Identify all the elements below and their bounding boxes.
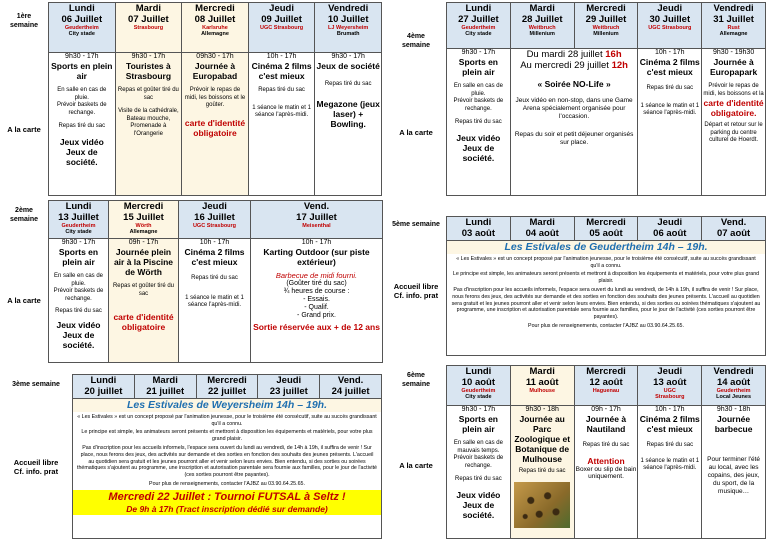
day-header: Mercredi 15 Juillet Wörth Allemagne (109, 201, 179, 239)
estivales-text: « Les Estivales » est un concept proposé par l'animation jeunesse, pour le troisième été consécutif, suite au succès grandissant qu'il a connu. Le principe est simple, les animateurs seront présents et mettront à disposition les équipements et matériels, pour votre plus grand plaisir. Pas d'inscription pour les accueils informels, l'espace sera ouvert du lundi au vendredi, de 14h à 19h, il suffira de venir ! Sur place, nous ferons des jeux, des activités sur demande et des sorties en fonction des souhaits des jeunes présents. L'accueil au quotidien sera gratuit et les jeunes pourront aller et venir selon leurs envies. Bien entendu, si des sorties ou soirées thématiques s'ajoutent au programme, une inscription et autorisation parentale sera fournie aux familles, pour le jour de l'activité (ces sorties pourront être payantes). Pour plus de renseignements, contacter l'AJBZ au 03.90.64.25.65. (77, 414, 377, 488)
leopard-photo (514, 482, 570, 528)
estivales-info (73, 399, 382, 539)
week-1-word: semaine (9, 22, 39, 30)
week-6-block (386, 365, 766, 539)
week-4-word: semaine (401, 42, 431, 50)
day-header: Mercredi 12 août Haguenau (574, 366, 638, 406)
week-5-label-column (386, 216, 446, 356)
day-activity: 9h30 - 17h Sports en plein air En salle en cas de pluie. Prévoir baskets de rechange. Repas tiré du sac Jeux vidéo Jeux de société. (447, 49, 511, 196)
week-3-table (72, 374, 382, 539)
day-header: Mardi 07 Juillet Strasbourg (115, 3, 182, 53)
day-activity: 10h - 17h Cinéma 2 films c'est mieux Repas tiré du sac 1 séance le matin et 1 séance l'après-midi. (248, 53, 315, 196)
day-activity: 09h30 - 17h Journée à Europabad Prévoir le repas de midi, les boissons et le goûter. carte d'identité obligatoire (182, 53, 249, 196)
day-header: Lundi 13 Juillet Geudertheim City stade (49, 201, 109, 239)
estivales-title: Les Estivales de Geudertheim 14h – 19h. (447, 241, 765, 254)
day-activity: 9h30 - 17h Touristes à Strasbourg Repas et goûter tiré du sac Visite de la cathédrale, Bateau mouche, Promenade à l'Orangerie (115, 53, 182, 196)
day-activity: 9h30 - 18h Journée barbecue Pour terminer l'été au local, avec les copains, des jeux, du sport, de la musique… (702, 406, 766, 539)
day-activity: 10h - 17h Cinéma 2 films c'est mieux Repas tiré du sac 1 séance le matin et 1 séance l'après-midi. (638, 49, 702, 196)
day-header: Mercredi 08 Juillet Karlsruhe Allemagne (182, 3, 249, 53)
day-header: Vend. 07 août (702, 217, 766, 241)
week-3-mode: Accueil libre (13, 458, 59, 467)
week-6-word: semaine (401, 381, 431, 389)
no-life-event: Du mardi 28 juillet 16h Au mercredi 29 juillet 12h « Soirée NO-Life » Jeux vidéo en non-stop, dans une Game Arena spécialement organisée pour l'occasion. Repas du soir et petit déjeuner organisés sur place. (510, 49, 638, 196)
day-activity: 9h30 - 17h Sports en plein air En salle en cas de mauvais temps. Prévoir baskets de rechange. Repas tiré du sac Jeux vidéo Jeux de société. (447, 406, 511, 539)
week-2-word: semaine (9, 216, 39, 224)
week-2-mode: A la carte (7, 296, 41, 305)
week-3-block (0, 374, 382, 539)
day-activity: 10h - 17h Cinéma 2 films c'est mieux Repas tiré du sac 1 séance le matin et 1 séance l'après-midi. (179, 239, 251, 363)
week-4-ordinal: 4ème (407, 33, 425, 40)
day-header: Lundi 27 Juillet Geudertheim City stade (447, 3, 511, 49)
day-header: Jeudi 09 Juillet UGC Strasbourg (248, 3, 315, 53)
week-6-label-column (386, 365, 446, 539)
day-header: Mardi 11 août Mulhouse (510, 366, 574, 406)
week-6-mode: A la carte (399, 461, 433, 470)
estivales-title: Les Estivales de Weyersheim 14h – 19h. (73, 399, 381, 412)
week-5-info: Cf. info. prat (393, 291, 439, 300)
day-activity: 10h - 17h Cinéma 2 films c'est mieux Repas tiré du sac 1 séance le matin et 1 séance l'après-midi. (638, 406, 702, 539)
week-1-block (0, 2, 382, 196)
week-5-word: 5ème semaine (392, 221, 440, 228)
day-header: Lundi 20 juillet (73, 375, 135, 399)
day-header: Jeudi 30 Juillet UGC Strasbourg (638, 3, 702, 49)
week-6-table (446, 365, 766, 539)
day-activity: 9h30 - 17h Sports en plein air En salle en cas de pluie. Prévoir baskets de rechange. Repas tiré du sac Jeux vidéo Jeux de société. (49, 53, 116, 196)
week-6-ordinal: 6ème (407, 372, 425, 379)
week-4-block (386, 2, 766, 196)
day-header: Mardi 28 Juillet Weitbruch Millenium (510, 3, 574, 49)
day-header: Vendredi 10 Juillet LJ Weyersheim Brumath (315, 3, 382, 53)
day-activity: 9h30 - 19h30 Journée à Europapark Prévoir le repas de midi, les boissons et la carte d'identité obligatoire. Départ et retour sur le parking du centre culturel de Hoerdt. (702, 49, 766, 196)
week-4-label-column (386, 2, 446, 196)
week-5-mode: Accueil libre (393, 282, 439, 291)
day-activity: 9h30 - 17h Jeux de société Repas tiré du sac Megazone (jeux laser) + Bowling. (315, 53, 382, 196)
day-header: Mardi 21 juillet (134, 375, 196, 399)
week-3-word: 3ème semaine (12, 381, 60, 388)
week-1-mode: A la carte (7, 125, 41, 134)
week-1-table (48, 2, 382, 196)
week-2-block (0, 200, 382, 363)
week-5-table (446, 216, 766, 356)
week-1-label-column (0, 2, 48, 196)
futsal-banner: Mercredi 22 Juillet : Tournoi FUTSAL à Seltz ! De 9h à 17h (Tract inscription dédié sur demande) (73, 490, 381, 515)
day-header: Mercredi 22 juillet (196, 375, 258, 399)
day-activity: 09h - 17h Journée plein air à la Piscine de Wörth Repas et goûter tiré du sac carte d'identité obligatoire (109, 239, 179, 363)
week-2-table (48, 200, 383, 363)
day-header: Vend. 24 juillet (320, 375, 382, 399)
week-5-block (386, 216, 766, 356)
day-header: Lundi 06 Juillet Geudertheim City stade (49, 3, 116, 53)
day-header: Vendredi 31 Juillet Rust Allemagne (702, 3, 766, 49)
week-2-label-column (0, 200, 48, 363)
day-activity: 9h30 - 18h Journée au Parc Zoologique et Botanique de Mulhouse Repas tiré du sac (510, 406, 574, 539)
week-4-mode: A la carte (399, 128, 433, 137)
week-3-label-column (0, 374, 72, 539)
day-header: Vendredi 14 août Geudertheim Local Jeunes (702, 366, 766, 406)
estivales-info (447, 241, 766, 356)
day-header: Jeudi 16 Juillet UGC Strasbourg (179, 201, 251, 239)
day-header: Mardi 04 août (510, 217, 574, 241)
week-1-ordinal: 1ère (16, 13, 32, 20)
estivales-text: « Les Estivales » est un concept proposé par l'animation jeunesse, pour le troisième été consécutif, suite au succès grandissant qu'il a connu. Le principe est simple, les animateurs seront présents et mettront à disposition les équipements et matériels, pour votre plus grand plaisir. Pas d'inscription pour les accueils informels, l'espace sera ouvert du lundi au vendredi, de 14h à 19h, il suffira de venir ! Sur place, nous ferons des jeux, des activités sur demande et des sorties en fonction des souhaits des jeunes présents. L'accueil au quotidien sera gratuit et les jeunes pourront aller et venir selon leurs envies. Bien entendu, si des sorties ou soirées thématiques s'ajoutent au programme, une inscription et autorisation parentale sera fournie aux familles, pour le jour de l'activité (ces sorties pourront être payantes). Pour plus de renseignements, contacter l'AJBZ au 03.90.64.25.65. (451, 256, 761, 330)
day-header: Jeudi 23 juillet (258, 375, 320, 399)
day-activity: 10h - 17h Karting Outdoor (sur piste extérieur) Barbecue de midi fourni. (Goûter tiré du sac) ¾ heures de course : - Essais. - Qualif. - Grand prix. Sortie réservée aux + de 12 ans (251, 239, 383, 363)
day-activity: 09h - 17h Journée à Nautiland Repas tiré du sac Attention Boxer ou slip de bain uniquement. (574, 406, 638, 539)
day-header: Mercredi 29 Juillet Weitbruch Millenium (574, 3, 638, 49)
day-header: Mercredi 05 août (574, 217, 638, 241)
week-2-ordinal: 2ème (15, 207, 33, 214)
day-header: Lundi 03 août (447, 217, 511, 241)
week-3-info: Cf. info. prat (13, 467, 59, 476)
day-activity: 9h30 - 17h Sports en plein air En salle en cas de pluie. Prévoir baskets de rechange. Repas tiré du sac Jeux vidéo Jeux de société. (49, 239, 109, 363)
day-header: Jeudi 13 août UGC Strasbourg (638, 366, 702, 406)
week-4-table (446, 2, 766, 196)
day-header: Vend. 17 Juillet Meisenthal (251, 201, 383, 239)
day-header: Lundi 10 août Geudertheim City stade (447, 366, 511, 406)
day-header: Jeudi 06 août (638, 217, 702, 241)
